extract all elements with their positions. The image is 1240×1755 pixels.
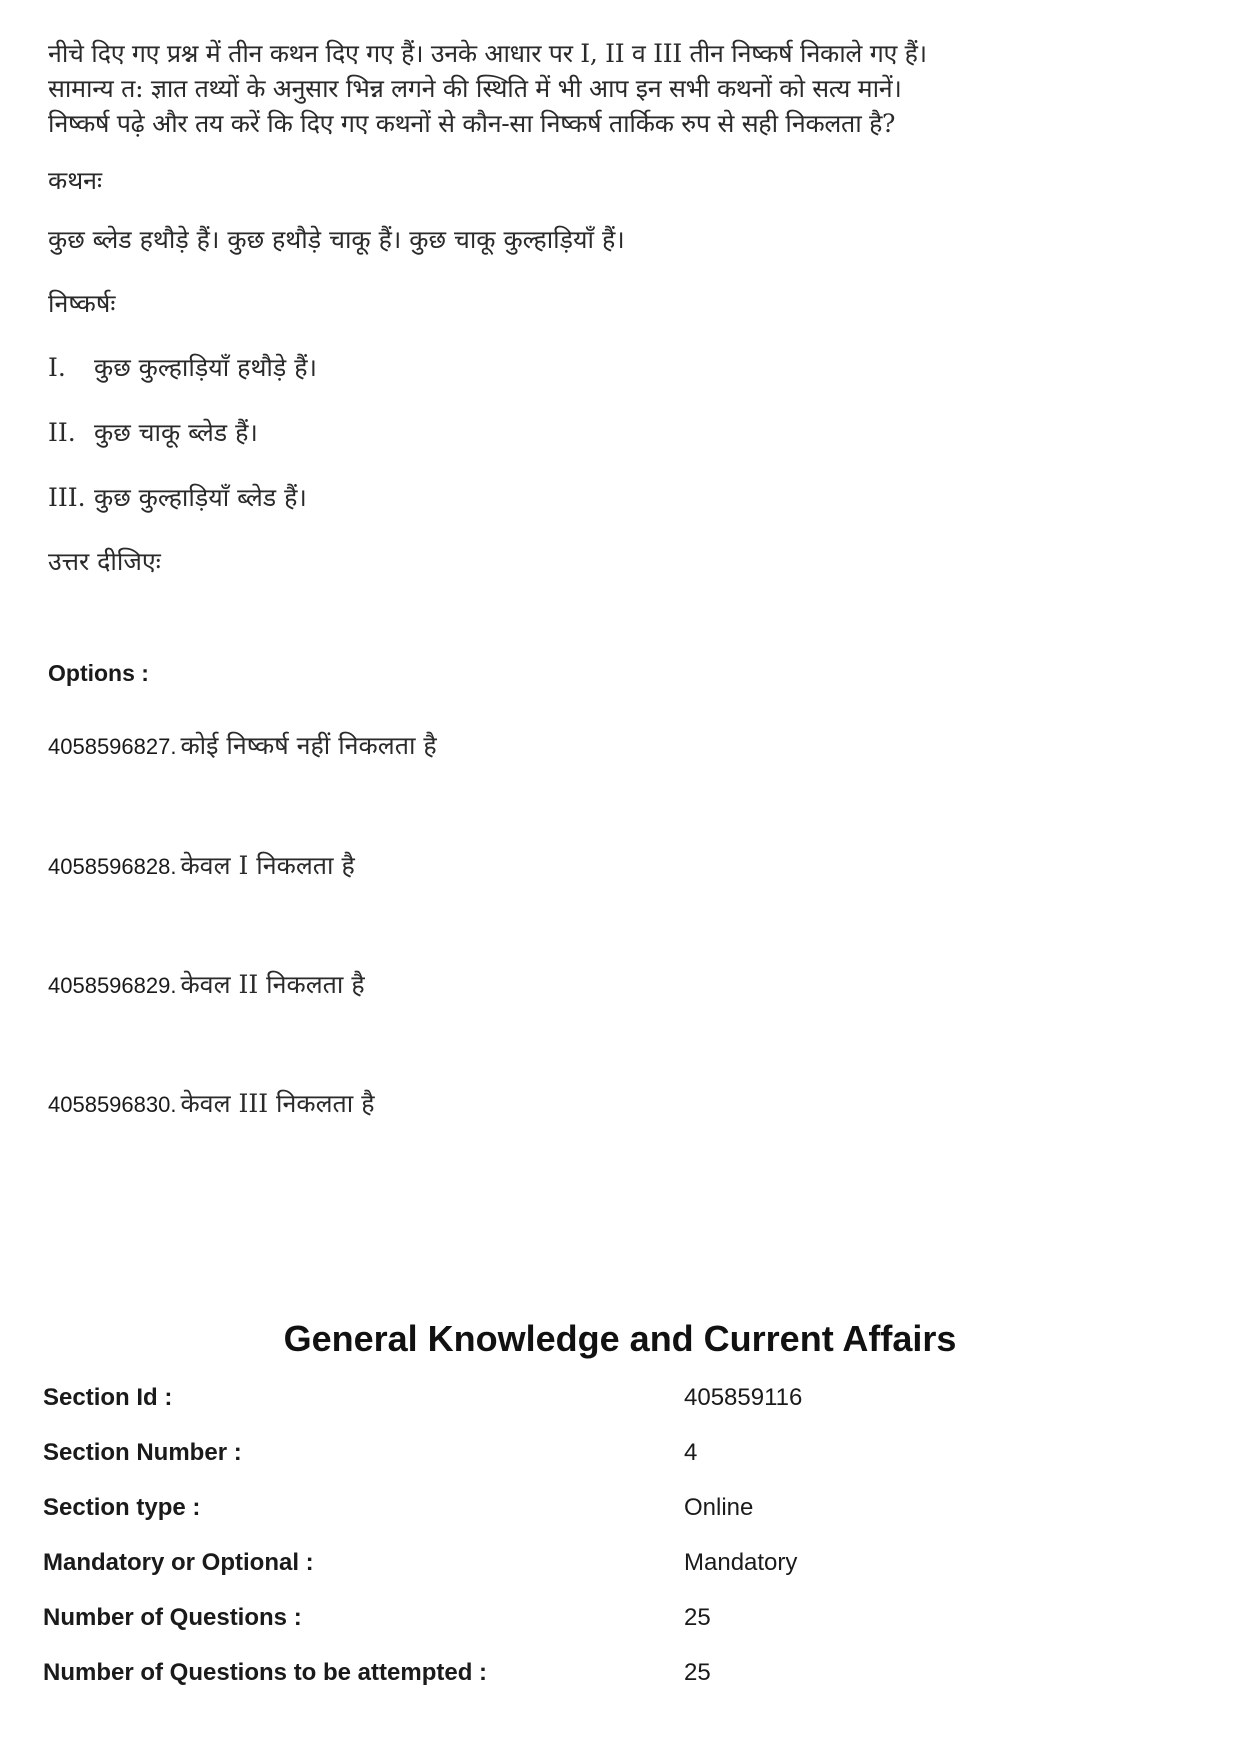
meta-label: Section type : [43, 1494, 201, 1521]
conclusion-number: III. [48, 483, 86, 512]
option-text: केवल III निकलता है [180, 1089, 375, 1118]
meta-label: Number of Questions : [43, 1604, 302, 1631]
meta-label: Section Number : [43, 1439, 242, 1466]
option-text: कोई निष्कर्ष नहीं निकलता है [180, 731, 437, 760]
option-id: 4058596828. [48, 854, 177, 879]
conclusion-text: कुछ कुल्हाड़ियाँ ब्लेड हैं। [94, 483, 307, 512]
meta-value: 4 [684, 1439, 698, 1466]
option-text: केवल II निकलता है [180, 970, 365, 999]
question-block [48, 36, 968, 579]
meta-value: 25 [684, 1659, 711, 1686]
conclusion-item [48, 350, 968, 385]
answer-prompt: उत्तर दीजिएः [48, 547, 161, 576]
conclusion-item [48, 415, 968, 450]
option-2[interactable] [48, 848, 355, 882]
meta-label: Mandatory or Optional : [43, 1549, 314, 1576]
question-intro: नीचे दिए गए प्रश्न में तीन कथन दिए गए हैं। उनके आधार पर I, II व III तीन निष्कर्ष निकाले गए हैं। सामान्य त: ज्ञात तथ्यों के अनुसार भिन्न लगने की स्थिति में भी आप इन सभी कथनों को सत्य मानें। निष्कर्ष पढ़े और तय करें कि दिए गए कथनों से कौन-सा निष्कर्ष तार्किक रुप से सही निकलता है? [48, 39, 927, 138]
conclusion-number: II. [48, 418, 76, 447]
statements-label: कथनः [48, 166, 103, 195]
options-label: Options : [48, 660, 149, 686]
conclusion-number: I. [48, 353, 66, 382]
conclusion-item [48, 480, 968, 515]
meta-value: 25 [684, 1604, 711, 1631]
option-id: 4058596830. [48, 1092, 177, 1117]
option-id: 4058596829. [48, 973, 177, 998]
meta-label: Section Id : [43, 1384, 173, 1411]
option-4[interactable] [48, 1086, 375, 1120]
meta-value: Mandatory [684, 1549, 798, 1576]
option-3[interactable] [48, 967, 365, 1001]
meta-value: 405859116 [684, 1384, 803, 1411]
meta-value: Online [684, 1494, 754, 1521]
conclusion-text: कुछ कुल्हाड़ियाँ हथौड़े हैं। [94, 353, 317, 382]
option-id: 4058596827. [48, 734, 177, 759]
section-title: General Knowledge and Current Affairs [283, 1318, 957, 1359]
meta-label: Number of Questions to be attempted : [43, 1659, 488, 1686]
option-1[interactable] [48, 728, 437, 762]
option-text: केवल I निकलता है [180, 851, 355, 880]
conclusion-text: कुछ चाकू ब्लेड हैं। [94, 418, 258, 447]
conclusions-label: निष्कर्षः [48, 289, 116, 318]
statements-text: कुछ ब्लेड हथौड़े हैं। कुछ हथौड़े चाकू हैं। कुछ चाकू कुल्हाड़ियाँ हैं। [48, 225, 625, 254]
